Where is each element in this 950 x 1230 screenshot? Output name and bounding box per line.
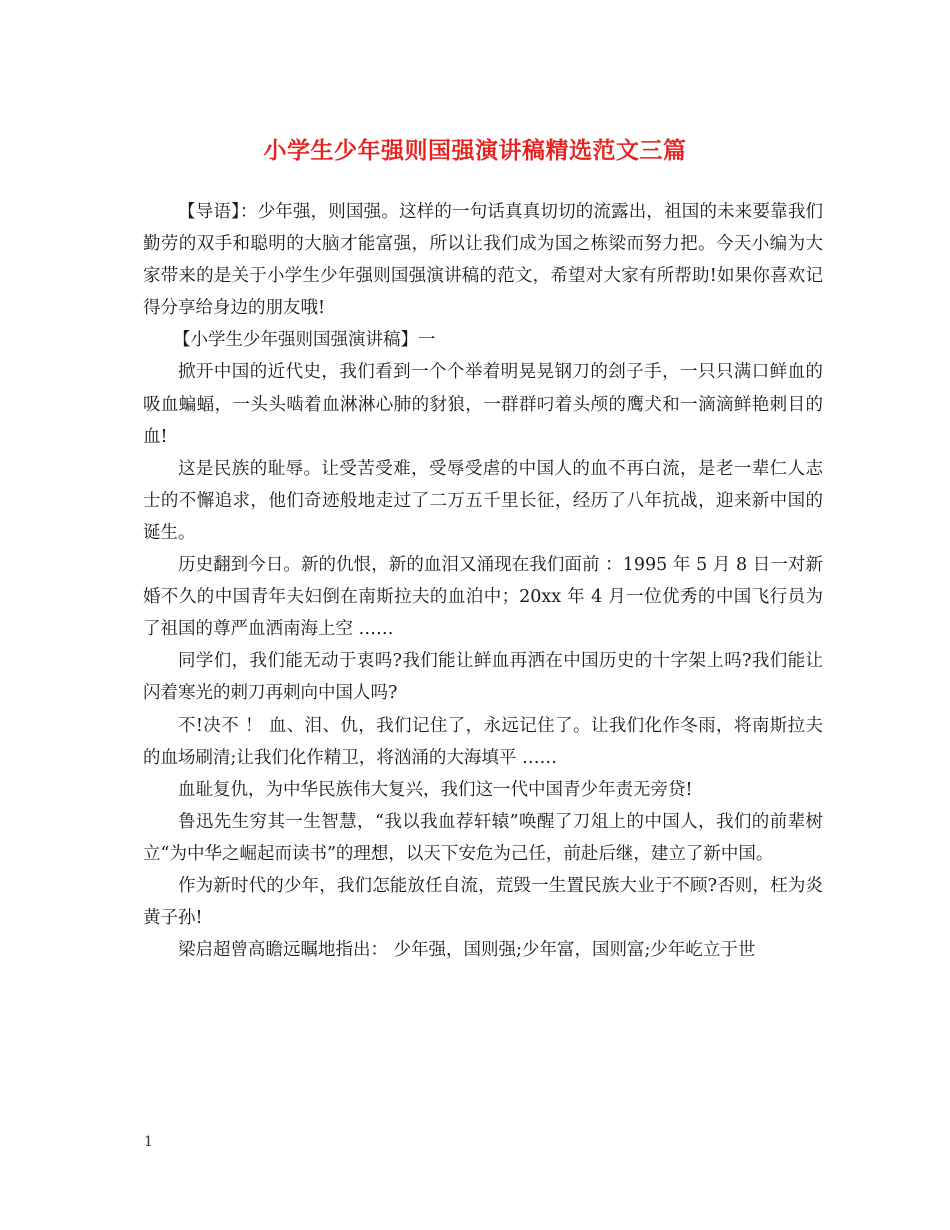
body-paragraph: 掀开中国的近代史，我们看到一个个举着明晃晃钢刀的刽子手，一只只满口鲜血的吸血蝙蝠，一头头啮着血淋淋心肺的豺狼，一群群叼着头颅的鹰犬和一滴滴鲜艳刺目的血! xyxy=(143,362,823,447)
body-paragraph: 鲁迅先生穷其一生智慧，“我以我血荐轩辕”唤醒了刀俎上的中国人，我们的前辈树立“为中华之崛起而读书”的理想，以天下安危为己任，前赴后继，建立了新中国。 xyxy=(143,811,823,864)
page-number: 1 xyxy=(144,1134,153,1150)
page-title: 小学生少年强则国强演讲稿精选范文三篇 xyxy=(263,137,687,164)
section-heading: 【小学生少年强则国强演讲稿】一 xyxy=(173,330,436,351)
body-paragraph: 作为新时代的少年，我们怎能放任自流，荒毁一生置民族大业于不顾?否则，枉为炎黄子孙! xyxy=(143,875,823,929)
intro-paragraph: 【导语】：少年强，则国强。这样的一句话真真切切的流露出，祖国的未来要靠我们勤劳的双手和聪明的大脑才能富强，所以让我们成为国之栋梁而努力把。今天小编为大家带来的是关于小学生少年强则国强演讲稿的范文，希望对大家有所帮助!如果你喜欢记得分享给身边的朋友哦! xyxy=(143,202,823,319)
body-paragraph: 血耻复仇，为中华民族伟大复兴，我们这一代中国青少年责无旁贷! xyxy=(178,779,693,800)
body-paragraph: 历史翻到今日。新的仇恨，新的血泪又涌现在我们面前 ：1995 年 5 月 8 日一对新婚不久的中国青年夫妇倒在南斯拉夫的血泊中；20xx 年 4 月一位优秀的中国飞行员为了祖国的尊严血洒南海上空 …… xyxy=(143,555,823,640)
document-body xyxy=(143,196,823,966)
body-paragraph: 这是民族的耻辱。让受苦受难，受辱受虐的中国人的血不再白流，是老一辈仁人志士的不懈追求，他们奇迹般地走过了二万五千里长征，经历了八年抗战，迎来新中国的诞生。 xyxy=(143,458,823,543)
body-paragraph: 梁启超曾高瞻远瞩地指出： 少年强，国则强;少年富，国则富;少年屹立于世 xyxy=(178,940,756,961)
body-paragraph: 同学们，我们能无动于衷吗?我们能让鲜血再洒在中国历史的十字架上吗?我们能让闪着寒光的刺刀再刺向中国人吗? xyxy=(143,651,823,704)
body-paragraph: 不!决不 ！ 血、泪、仇，我们记住了，永远记住了。让我们化作冬雨，将南斯拉夫的血场刷清;让我们化作精卫，将汹涌的大海填平 …… xyxy=(143,715,823,768)
